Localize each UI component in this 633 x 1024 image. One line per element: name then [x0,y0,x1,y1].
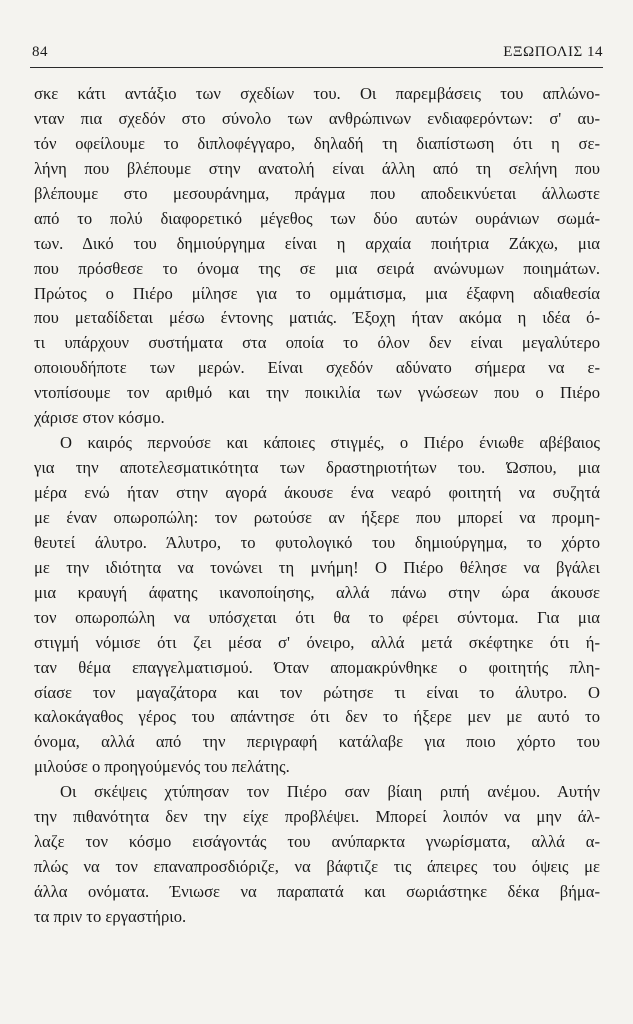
text-line: των. Δικό του δημιούργημα είναι η αρχαία ποιήτρια Ζάκχω, μια [34,233,600,253]
text-line: καλοκάγαθος γέρος του απάντησε ότι δεν το ήξερε μεν με αυτό το [34,707,600,727]
text-line: ντοπίσουμε τον αριθμό και την ποικιλία των γνώσεων που ο Πιέρο [34,383,600,403]
text-line: μέρα ενώ ήταν στην αγορά άκουσε ένα νεαρό φοιτητή να συζητά [34,483,600,502]
text-line: τα πριν το εργαστήριο. [34,906,187,926]
text-line: τόν οφείλουμε το διπλοφέγγαρο, δηλαδή τη διαπίστωση ότι η σε- [34,133,600,153]
text-line: θευτεί άλυτρο. Άλυτρο, το φυτολογικό του δημιούργημα, το χόρτο [34,532,600,552]
text-line: σίασε τον μαγαζάτορα και τον ρώτησε τι είναι το άλυτρο. Ο [34,682,600,702]
text-line: λαζε τον κόσμο εισάγοντάς του ανύπαρκτα γνωρίσματα, αλλά α- [34,832,600,852]
text-line: Πρώτος ο Πιέρο μίλησε για το ομμάτισμα, μια έξαφνη αδιαθεσία [34,283,600,303]
text-line: μια κραυγή άφατης ικανοποίησης, αλλά πάνω στην ώρα άκουσε [34,582,600,602]
text-line: την πιθανότητα δεν την είχε προβλέψει. Μπορεί λοιπόν να μην άλ- [34,807,600,827]
text-line: νταν πια σχεδόν στο σύνολο των ανθρώπινων ενδιαφερόντων: σ' αυ- [34,108,600,128]
text-line: που πρόσθεσε το όνομα της σε μια σειρά ανώνυμων ποιημάτων. [34,258,600,278]
text-line: μιλούσε ο προηγούμενός του πελάτης. [34,757,290,777]
text-line: με έναν οπωροπώλη: τον ρωτούσε αν ήξερε που μπορεί να προμη- [34,507,600,527]
text-line: σκε κάτι αντάξιο των σχεδίων του. Οι παρεμβάσεις του απλώνο- [34,84,600,103]
text-line: από το πολύ διαφορετικό μέγεθος των δύο αυτών ουράνιων σωμά- [34,208,600,228]
header-rule [30,67,603,68]
text-line: στιγμή νόμισε ότι ζει μέσα σ' όνειρο, αλλά μετά σκέφτηκε ότι ή- [34,632,600,652]
page-header [30,44,603,66]
text-line: ταν θέμα επαγγελματισμού. Όταν απομακρύνθηκε ο φοιτητής πλη- [34,657,600,677]
page-number: 84 [32,44,48,60]
text-line: όνομα, αλλά από την περιγραφή κατάλαβε για ποιο χόρτο του [34,732,600,752]
body-text [34,82,600,930]
text-line: οποιουδήποτε των μερών. Είναι σχεδόν αδύνατο σήμερα να ε- [34,358,600,378]
text-line: άλλα ονόματα. Ένιωσε να παραπατά και σωριάστηκε δέκα βήμα- [34,882,600,901]
text-line: τι υπάρχουν συστήματα στα οποία το όλον δεν είναι μεγαλύτερο [34,333,600,353]
text-line: για την αποτελεσματικότητα των δραστηριοτήτων του. Ώσπου, μια [34,458,600,478]
text-line: τον οπωροπώλη να υπόσχεται ότι θα το φέρει σύντομα. Για μια [34,607,600,627]
running-head: ΕΞΩΠΟΛΙΣ 14 [503,44,603,60]
text-line: πλώς να τον επαναπροσδιόριζε, να βάφτιζε τις άπειρες του όψεις με [34,857,600,877]
text-line: χάρισε στον κόσμο. [34,408,165,428]
text-line: με την ιδιότητα να τονώνει τη μνήμη! Ο Πιέρο θέλησε να βγάλει [34,557,600,577]
text-line: Ο καιρός περνούσε και κάποιες στιγμές, ο Πιέρο ένιωθε αβέβαιος [60,433,600,453]
text-line: λήνη που βλέπουμε στην ανατολή είναι άλλη από τη σελήνη που [34,158,600,178]
text-line: που μεταδίδεται μέσω έντονης ματιάς. Έξοχη ήταν ακόμα η ιδέα ό- [34,308,600,328]
text-line: βλέπουμε στο μεσουράνημα, πράγμα που αποδεικνύεται άλλωστε [34,183,600,203]
text-line: Οι σκέψεις χτύπησαν τον Πιέρο σαν βίαιη ριπή ανέμου. Αυτήν [60,782,600,802]
